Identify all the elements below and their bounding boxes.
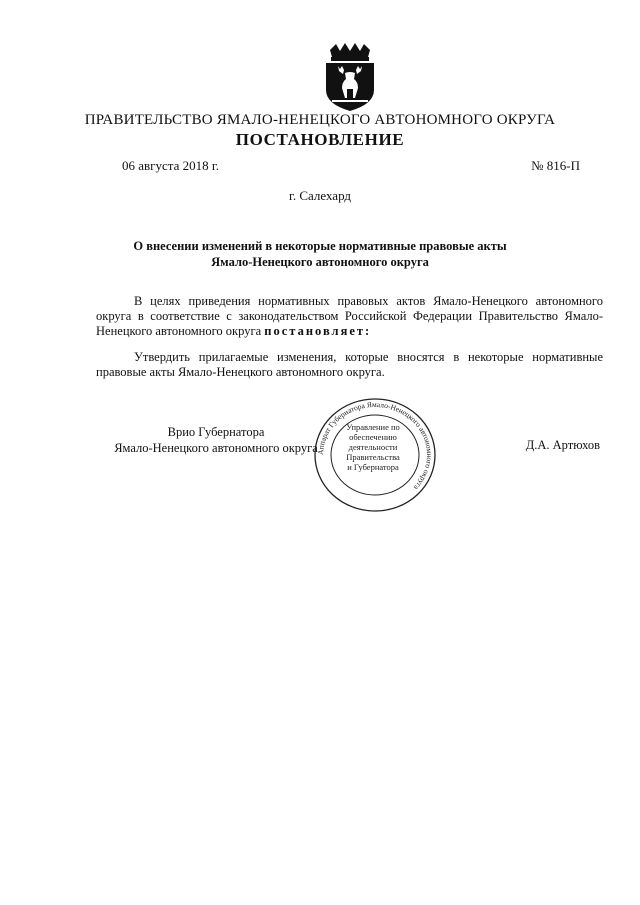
stamp-line-1: Управление по (346, 422, 400, 432)
body-paragraph-2 (96, 350, 603, 380)
body-paragraph-1 (96, 294, 603, 339)
stamp-ring-text: Аппарат Губернатора Ямало-Ненецкого автономного округа (315, 399, 435, 493)
paragraph-1-text: В целях приведения нормативных правовых актов Ямало-Ненецкого автономного округа в соответствие с законодательством Российской Федерации Правительство Ямало-Ненецкого автономного округа (96, 294, 603, 338)
stamp-line-3: деятельности (348, 442, 398, 452)
signer-position (96, 424, 336, 456)
document-type-title: ПОСТАНОВЛЕНИЕ (235, 130, 405, 149)
document-subject (100, 238, 540, 270)
stamp-line-4: Правительства (346, 452, 400, 462)
government-title: ПРАВИТЕЛЬСТВО ЯМАЛО-НЕНЕЦКОГО АВТОНОМНОГО ОКРУГА (84, 112, 556, 128)
subject-line-1: О внесении изменений в некоторые нормативные правовые акты (133, 239, 507, 253)
signer-position-line-2: Ямало-Ненецкого автономного округа (114, 441, 318, 455)
paragraph-1-emphasis: постановляет: (264, 324, 372, 338)
document-number: № 816-П (531, 158, 580, 173)
document-city: г. Салехард (288, 188, 352, 203)
document-date: 06 августа 2018 г. (122, 158, 219, 173)
stamp-line-2: обеспечению (349, 432, 397, 442)
coat-of-arms-emblem (322, 42, 378, 112)
signer-position-line-1: Врио Губернатора (167, 425, 265, 439)
paragraph-2-text: Утвердить прилагаемые изменения, которые вносятся в некоторые нормативные правовые акты Ямало-Ненецкого автономного округа. (96, 350, 603, 379)
stamp-center-text (336, 422, 410, 472)
stamp-line-5: и Губернатора (347, 462, 399, 472)
subject-line-2: Ямало-Ненецкого автономного округа (211, 255, 429, 269)
signer-name: Д.А. Артюхов (525, 438, 600, 452)
